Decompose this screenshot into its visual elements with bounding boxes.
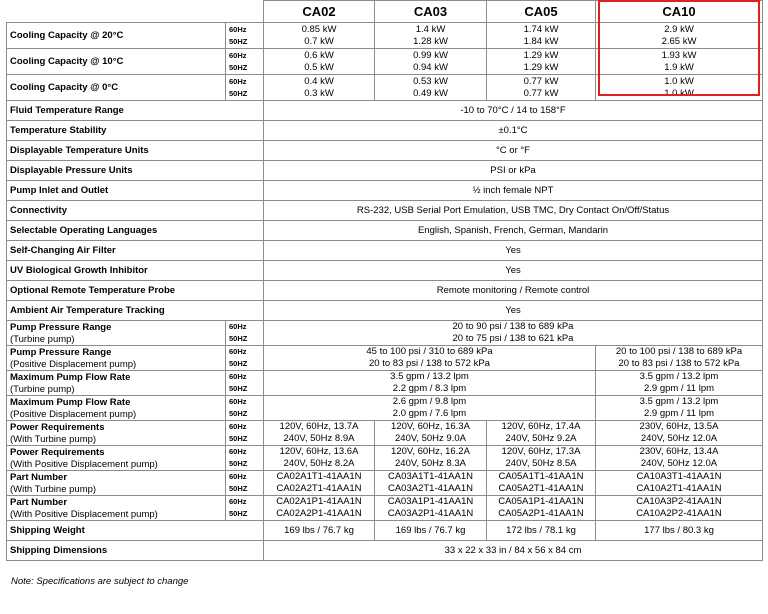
row-label-text: Pump Pressure Range [10, 346, 112, 358]
spec-row [7, 241, 763, 261]
shipping-weight-row [7, 521, 763, 541]
row-label-text: Power Requirements [10, 421, 105, 433]
spec-row [7, 141, 763, 161]
flow-pd-row [7, 396, 763, 421]
cell-text: 2.0 gpm / 7.6 lpm [392, 408, 467, 419]
row-label-text: Self-Changing Air Filter [10, 244, 116, 256]
cell-text: 240V, 50Hz 12.0A [640, 458, 718, 469]
frequency-labels [226, 371, 264, 396]
cell-text: CA02A1P1-41AA1N [276, 496, 362, 507]
footnote: Note: Specifications are subject to change [11, 576, 189, 587]
spec-row [7, 201, 763, 221]
cell-text: 2.9 kW [664, 23, 694, 35]
frequency-labels [226, 471, 264, 496]
cell-text: 120V, 60Hz, 16.2A [391, 446, 470, 457]
frequency-labels [226, 496, 264, 521]
cell-text: 240V, 50Hz 9.0A [395, 433, 466, 444]
value-cell [375, 446, 487, 471]
cell-text: 0.49 kW [413, 87, 448, 99]
row-sublabel-text: (With Turbine pump) [10, 483, 97, 495]
cell-text: 120V, 60Hz, 17.3A [501, 446, 581, 457]
value-cell [375, 421, 487, 446]
cell-text: 45 to 100 psi / 310 to 689 kPa [366, 346, 493, 357]
value-cell [596, 346, 763, 371]
row-label-text: Cooling Capacity @ 20°C [10, 29, 124, 41]
flow-turbine-row [7, 371, 763, 396]
row-label [7, 321, 226, 346]
row-label-text: Fluid Temperature Range [10, 104, 124, 116]
cooling-row [7, 23, 763, 49]
value-cell [375, 471, 487, 496]
hz-60: 60Hz [229, 24, 247, 34]
cell-text: 120V, 60Hz, 16.3A [391, 421, 470, 432]
cell-text: 240V, 50Hz 9.2A [505, 433, 577, 444]
row-label-text: UV Biological Growth Inhibitor [10, 264, 148, 276]
cell-text: 0.4 kW [304, 75, 334, 87]
value-cell [264, 49, 375, 75]
cell-text: 177 lbs / 80.3 kg [644, 524, 714, 536]
cell-text: 0.7 kW [304, 35, 334, 47]
hz-60: 60Hz [229, 497, 247, 506]
cell-text: 1.9 kW [664, 61, 694, 73]
model-header: CA03 [375, 1, 487, 23]
row-label [7, 161, 264, 181]
cell-text: 230V, 60Hz, 13.4A [639, 446, 719, 457]
cell-text: 1.74 kW [523, 23, 559, 35]
header-blank [7, 1, 264, 23]
cell-text: CA10A2T1-41AA1N [636, 483, 722, 494]
cell-text: 120V, 60Hz, 13.7A [279, 421, 359, 432]
hz-60: 60Hz [229, 472, 247, 481]
hz-50: 50HZ [229, 62, 248, 72]
hz-60: 60Hz [229, 347, 247, 356]
cell-text: 0.99 kW [413, 49, 448, 61]
cell-text: 0.3 kW [304, 87, 334, 99]
spec-row [7, 221, 763, 241]
cell-text: CA03A2P1-41AA1N [387, 508, 474, 519]
frequency-labels [226, 75, 264, 101]
value-cell [487, 23, 596, 49]
row-label-text: Ambient Air Temperature Tracking [10, 304, 165, 316]
row-label-text: Displayable Temperature Units [10, 144, 149, 156]
value-cell [264, 496, 375, 521]
cell-text: 1.0 kW [664, 87, 694, 99]
hz-50: 50HZ [229, 334, 248, 343]
hz-50: 50HZ [229, 36, 248, 46]
hz-60: 60Hz [229, 447, 247, 456]
cell-text: CA10A2P2-41AA1N [636, 508, 722, 519]
hz-60: 60Hz [229, 76, 247, 86]
cell-text: 20 to 100 psi / 138 to 689 kPa [615, 346, 743, 357]
value-cell [264, 521, 375, 541]
value-cell [596, 23, 763, 49]
value-cell [375, 521, 487, 541]
cell-text: English, Spanish, French, German, Mandarin [417, 224, 609, 236]
cell-text: 1.4 kW [415, 23, 446, 35]
value-cell [264, 446, 375, 471]
row-label [7, 75, 226, 101]
model-header: CA10 [596, 1, 763, 23]
value-cell [487, 521, 596, 541]
spec-row-detailed [7, 496, 763, 521]
cell-text: CA03A2T1-41AA1N [387, 483, 474, 494]
cell-text: 169 lbs / 76.7 kg [395, 524, 466, 536]
model-header: CA05 [487, 1, 596, 23]
value-cell [264, 321, 763, 346]
cell-text: 240V, 50Hz 12.0A [640, 433, 718, 444]
cell-text: 1.28 kW [413, 35, 448, 47]
row-sublabel-text: (With Turbine pump) [10, 433, 97, 445]
cell-text: 1.29 kW [523, 61, 559, 73]
cooling-row [7, 75, 763, 101]
cell-text: 2.2 gpm / 8.3 lpm [392, 383, 467, 394]
hz-50: 50HZ [229, 88, 248, 98]
hz-60: 60Hz [229, 422, 247, 431]
cell-text: °C or °F [496, 144, 530, 156]
value-cell [264, 471, 375, 496]
hz-50: 50HZ [229, 359, 248, 368]
row-label [7, 101, 264, 121]
row-sublabel-text: (Turbine pump) [10, 383, 75, 395]
cell-text: CA10A3P2-41AA1N [636, 496, 722, 507]
value-cell [596, 396, 763, 421]
value-cell [264, 346, 596, 371]
cell-text: CA02A1T1-41AA1N [276, 471, 362, 482]
value-cell [596, 75, 763, 101]
cell-text: 0.77 kW [523, 75, 559, 87]
row-label [7, 541, 264, 561]
cell-text: Yes [505, 304, 521, 316]
value-cell [596, 521, 763, 541]
cell-text: CA05A1T1-41AA1N [498, 471, 584, 482]
value-cell [596, 496, 763, 521]
row-label [7, 261, 264, 281]
row-label [7, 421, 226, 446]
value-cell [596, 446, 763, 471]
row-label [7, 181, 264, 201]
cell-text: 172 lbs / 78.1 kg [506, 524, 576, 536]
cell-text: 0.94 kW [413, 61, 448, 73]
cell-text: 0.77 kW [523, 87, 559, 99]
value-cell [264, 541, 763, 561]
spec-row [7, 181, 763, 201]
cell-text: CA05A2T1-41AA1N [498, 483, 584, 494]
value-cell [264, 371, 596, 396]
row-label [7, 521, 264, 541]
hz-50: 50HZ [229, 459, 248, 468]
cell-text: 1.29 kW [523, 49, 559, 61]
cell-text: ½ inch female NPT [472, 184, 554, 196]
row-label-text: Shipping Dimensions [10, 544, 108, 556]
value-cell [596, 421, 763, 446]
frequency-labels [226, 396, 264, 421]
cell-text: 20 to 83 psi / 138 to 572 kPa [618, 358, 740, 369]
row-label [7, 346, 226, 371]
row-label-text: Part Number [10, 496, 68, 508]
cell-text: 33 x 22 x 33 in / 84 x 56 x 84 cm [444, 544, 582, 556]
value-cell [264, 241, 763, 261]
cell-text: CA03A1P1-41AA1N [387, 496, 474, 507]
row-label [7, 221, 264, 241]
cell-text: PSI or kPa [490, 164, 536, 176]
row-label [7, 49, 226, 75]
row-label [7, 396, 226, 421]
cell-text: 120V, 60Hz, 17.4A [501, 421, 581, 432]
row-label [7, 281, 264, 301]
value-cell [264, 201, 763, 221]
row-label-text: Maximum Pump Flow Rate [10, 396, 131, 408]
value-cell [264, 75, 375, 101]
cell-text: Remote monitoring / Remote control [436, 284, 590, 296]
frequency-labels [226, 23, 264, 49]
value-cell [264, 23, 375, 49]
cell-text: 20 to 83 psi / 138 to 572 kPa [369, 358, 490, 369]
value-cell [264, 221, 763, 241]
cell-text: 2.65 kW [661, 35, 697, 47]
value-cell [596, 471, 763, 496]
cooling-row [7, 49, 763, 75]
spec-row [7, 281, 763, 301]
cell-text: 230V, 60Hz, 13.5A [639, 421, 719, 432]
frequency-labels [226, 49, 264, 75]
cell-text: Yes [505, 244, 521, 256]
row-label-text: Selectable Operating Languages [10, 224, 158, 236]
spec-row [7, 261, 763, 281]
hz-50: 50HZ [229, 484, 248, 493]
spec-row-detailed [7, 446, 763, 471]
frequency-labels [226, 421, 264, 446]
cell-text: ±0.1°C [498, 124, 528, 136]
cell-text: 1.84 kW [523, 35, 559, 47]
row-label-text: Part Number [10, 471, 68, 483]
cell-text: 240V, 50Hz 8.5A [505, 458, 577, 469]
row-sublabel-text: (Positive Displacement pump) [10, 408, 137, 420]
value-cell [264, 261, 763, 281]
cell-text: 20 to 75 psi / 138 to 621 kPa [452, 333, 574, 344]
hz-60: 60Hz [229, 322, 247, 331]
value-cell [264, 101, 763, 121]
header-row [7, 1, 763, 23]
pump-pressure-turbine-row [7, 321, 763, 346]
row-label-text: Power Requirements [10, 446, 105, 458]
hz-50: 50HZ [229, 409, 248, 418]
row-label [7, 471, 226, 496]
cell-text: 240V, 50Hz 8.9A [283, 433, 355, 444]
value-cell [264, 141, 763, 161]
cell-text: CA05A2P1-41AA1N [498, 508, 584, 519]
shipping-dimensions-row [7, 541, 763, 561]
value-cell [375, 75, 487, 101]
hz-60: 60Hz [229, 50, 247, 60]
value-cell [487, 421, 596, 446]
value-cell [375, 496, 487, 521]
row-label [7, 141, 264, 161]
cell-text: 169 lbs / 76.7 kg [284, 524, 354, 536]
cell-text: 0.53 kW [413, 75, 448, 87]
value-cell [375, 23, 487, 49]
row-label-text: Pump Pressure Range [10, 321, 112, 333]
row-label [7, 201, 264, 221]
cell-text: 2.9 gpm / 11 lpm [643, 383, 715, 394]
cell-text: CA02A2P1-41AA1N [276, 508, 362, 519]
spec-row [7, 161, 763, 181]
cell-text: CA03A1T1-41AA1N [387, 471, 474, 482]
cell-text: 1.0 kW [664, 75, 694, 87]
cell-text: 2.6 gpm / 9.8 lpm [392, 396, 467, 407]
row-label [7, 241, 264, 261]
cell-text: -10 to 70°C / 14 to 158°F [460, 104, 566, 116]
value-cell [264, 181, 763, 201]
cell-text: 2.9 gpm / 11 lpm [643, 408, 715, 419]
row-label [7, 23, 226, 49]
cell-text: 3.5 gpm / 13.2 lpm [390, 371, 469, 382]
cell-text: 0.5 kW [304, 61, 334, 73]
spec-row [7, 121, 763, 141]
cell-text: 240V, 50Hz 8.2A [283, 458, 355, 469]
row-label [7, 371, 226, 396]
row-sublabel-text: (Positive Displacement pump) [10, 358, 137, 370]
value-cell [487, 471, 596, 496]
hz-50: 50HZ [229, 509, 248, 518]
spec-row [7, 101, 763, 121]
value-cell [596, 371, 763, 396]
row-label [7, 496, 226, 521]
value-cell [264, 121, 763, 141]
value-cell [487, 49, 596, 75]
cell-text: RS-232, USB Serial Port Emulation, USB TMC, Dry Contact On/Off/Status [356, 204, 670, 216]
frequency-labels [226, 446, 264, 471]
value-cell [264, 301, 763, 321]
row-label-text: Connectivity [10, 204, 68, 216]
value-cell [264, 281, 763, 301]
row-label-text: Maximum Pump Flow Rate [10, 371, 131, 383]
row-label-text: Cooling Capacity @ 0°C [10, 81, 119, 93]
value-cell [487, 446, 596, 471]
frequency-labels [226, 321, 264, 346]
cell-text: 0.85 kW [301, 23, 337, 35]
hz-50: 50HZ [229, 384, 248, 393]
cell-text: 1.93 kW [661, 49, 697, 61]
row-label [7, 301, 264, 321]
hz-60: 60Hz [229, 397, 247, 406]
cell-text: Yes [505, 264, 521, 276]
cell-text: 3.5 gpm / 13.2 lpm [639, 396, 719, 407]
value-cell [264, 396, 596, 421]
value-cell [375, 49, 487, 75]
row-label [7, 446, 226, 471]
cell-text: 3.5 gpm / 13.2 lpm [639, 371, 719, 382]
row-label-text: Temperature Stability [10, 124, 107, 136]
cell-text: CA05A1P1-41AA1N [498, 496, 584, 507]
pump-pd-row [7, 346, 763, 371]
cell-text: 20 to 90 psi / 138 to 689 kPa [452, 321, 574, 332]
value-cell [264, 421, 375, 446]
frequency-labels [226, 346, 264, 371]
cell-text: 240V, 50Hz 8.3A [395, 458, 466, 469]
cell-text: 0.6 kW [304, 49, 334, 61]
hz-50: 50HZ [229, 434, 248, 443]
cell-text: 120V, 60Hz, 13.6A [279, 446, 359, 457]
row-label-text: Displayable Pressure Units [10, 164, 133, 176]
model-header: CA02 [264, 1, 375, 23]
spec-row-detailed [7, 471, 763, 496]
value-cell [487, 75, 596, 101]
cell-text: CA10A3T1-41AA1N [636, 471, 722, 482]
value-cell [487, 496, 596, 521]
value-cell [264, 161, 763, 181]
row-label-text: Optional Remote Temperature Probe [10, 284, 176, 296]
spec-row [7, 301, 763, 321]
spec-row-detailed [7, 421, 763, 446]
cell-text: CA02A2T1-41AA1N [276, 483, 362, 494]
row-label-text: Cooling Capacity @ 10°C [10, 55, 124, 67]
row-label-text: Pump Inlet and Outlet [10, 184, 109, 196]
row-label [7, 121, 264, 141]
spec-table [6, 0, 763, 561]
row-sublabel-text: (Turbine pump) [10, 333, 75, 345]
row-sublabel-text: (With Positive Displacement pump) [10, 458, 158, 470]
row-sublabel-text: (With Positive Displacement pump) [10, 508, 158, 520]
row-label-text: Shipping Weight [10, 524, 85, 536]
hz-60: 60Hz [229, 372, 247, 381]
value-cell [596, 49, 763, 75]
